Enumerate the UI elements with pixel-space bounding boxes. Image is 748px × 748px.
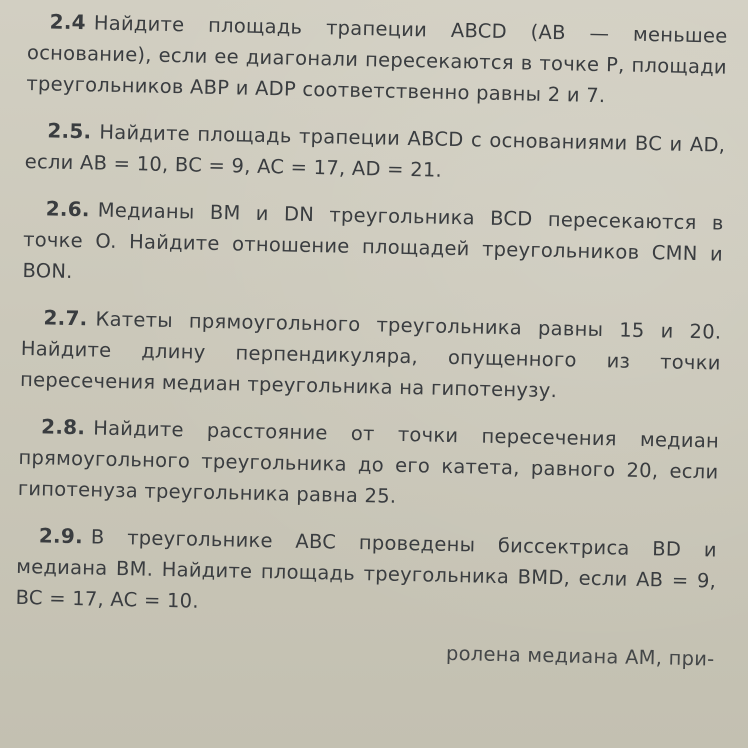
problem-text: Найдите площадь трапеции ABCD (AB — меньшее основание), если ее диагонали пересекаются в точке P, площади треугольников ABP и ADP соответственно равны 2 и 7. xyxy=(26,11,728,108)
problem-number: 2.5. xyxy=(47,118,92,144)
problem-number: 2.9. xyxy=(38,523,84,549)
problem-2-8 xyxy=(18,411,720,519)
truncated-text: ролена медиана AM, при- xyxy=(445,641,715,671)
problem-text: Найдите расстояние от точки пересечения медиан прямоугольного треугольника до его катета, равного 20, если гипотенуза треугольника равна 25. xyxy=(17,416,720,508)
truncated-line xyxy=(14,629,714,675)
problem-2-9 xyxy=(15,520,717,628)
problem-number: 2.6. xyxy=(45,196,91,222)
problem-text: Найдите площадь трапеции ABCD с основаниями BC и AD, если AB = 10, BC = 9, AC = 17, AD = 21. xyxy=(24,120,726,182)
problem-number: 2.7. xyxy=(43,305,88,331)
problem-text: В треугольнике ABC проведены биссектриса BD и медиана BM. Найдите площадь треугольника BMD, если AB = 9, BC = 17, AC = 10. xyxy=(15,525,717,613)
problem-number: 2.8. xyxy=(40,414,86,440)
problem-2-6 xyxy=(22,193,724,301)
problem-2-7 xyxy=(20,302,722,410)
problem-number: 2.4 xyxy=(49,9,87,35)
problem-text: Катеты прямоугольного треугольника равны 15 и 20. Найдите длину перпендикуляра, опущенного из точки пересечения медиан треугольника на гипотенузу. xyxy=(19,307,722,403)
problem-2-4 xyxy=(26,6,728,114)
problem-text: Медианы BM и DN треугольника BCD пересекаются в точке O. Найдите отношение площадей треугольников CMN и BON. xyxy=(22,198,724,283)
problem-2-5 xyxy=(24,115,725,192)
problem-list xyxy=(14,6,728,691)
